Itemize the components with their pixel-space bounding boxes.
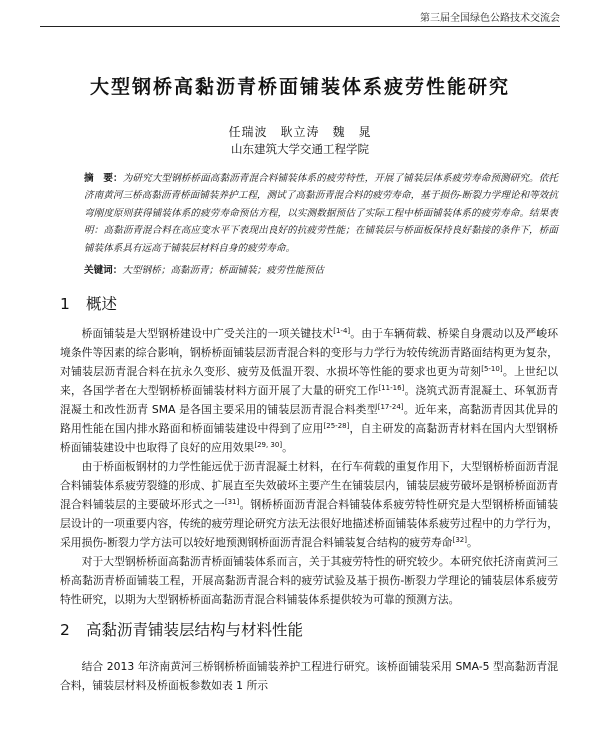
paragraph: 由于桥面板钢材的力学性能远优于沥青混凝土材料，在行车荷载的重复作用下，大型钢桥桥面沥青混合料铺装体系疲劳裂缝的形成、扩展直至失效破坏主要产生在铺装层内，铺装层疲劳破坏是钢桥桥面沥青混合料铺装层的主要破坏形式之一[31]。钢桥桥面沥青混合料铺装体系疲劳特性研究是大型钢桥桥面铺装层设计的一项重要内容，传统的疲劳理论研究方法无法很好地描述桥面铺装体系疲劳过程中的力学行为，采用损伤-断裂力学方法可以较好地预测钢桥面沥青混合料铺装复合结构的疲劳寿命[32]。 <box>60 460 559 549</box>
paragraph: 对于大型钢桥桥面高黏沥青桥面铺装体系而言，关于其疲劳特性的研究较少。本研究依托济南黄河三桥高黏沥青桥面铺装工程，开展高黏沥青混合料的疲劳试验及基于损伤-断裂力学理论的铺装层体系疲劳特性研究，以期为大型钢桥桥面高黏沥青混合料铺装体系提供较为可靠的预测方法。 <box>60 555 558 606</box>
keywords-label: 关键词： <box>84 265 123 276</box>
citation-ref: [11-16] <box>378 384 405 392</box>
citation-ref: [31] <box>224 498 240 506</box>
running-header: 第三届全国绿色公路技术交流会 <box>420 13 560 24</box>
author-list: 任瑞波 耿立涛 魏 晁 <box>228 125 372 139</box>
keywords-text: 大型钢桥；高黏沥青；桥面铺装；疲劳性能预估 <box>122 265 324 276</box>
paper-title: 大型钢桥高黏沥青桥面铺装体系疲劳性能研究 <box>89 76 510 98</box>
keywords <box>84 262 558 279</box>
paragraph: 桥面铺装是大型钢桥建设中广受关注的一项关键技术[1-4]。由于车辆荷载、桥梁自身震动以及严峻环境条件等因素的综合影响，钢桥桥面铺装层沥青混合料的变形与力学行为较传统沥青路面结构更为复杂，对铺装层沥青混合料在抗永久变形、疲劳及低温开裂、水损坏等性能的要求也更为苛刻[5-10]。上世纪以来，各国学者在大型钢桥桥面铺装材料方面开展了大量的研究工作[11-16]。浇筑式沥青混凝土、环氧沥青混凝土和改性沥青 SMA 是各国主要采用的铺装层沥青混合料类型[17-24]。近年来，高黏沥青因其优异的路用性能在国内排水路面和桥面铺装建设中得到了应用[25-28]，自主研发的高黏沥青材料在国内大型钢桥桥面铺装建设中也取得了良好的应用效果[29, 30]。 <box>60 327 559 454</box>
section-heading-2 <box>60 618 303 640</box>
affiliation: 山东建筑大学交通工程学院 <box>231 142 369 156</box>
section-heading-1 <box>60 292 117 314</box>
citation-ref: [25-28] <box>323 422 350 430</box>
header-rule <box>40 26 560 27</box>
abstract <box>84 170 558 257</box>
paragraph: 结合 2013 年济南黄河三桥钢桥桥面铺装养护工程进行研究。该桥面铺装采用 SMA-5 型高黏沥青混合料，铺装层材料及桥面板参数如表 1 所示 <box>60 660 558 692</box>
citation-ref: [5-10] <box>481 365 503 373</box>
abstract-label: 摘 要： <box>84 173 123 184</box>
section-title: 高黏沥青铺装层结构与材料性能 <box>86 621 304 639</box>
section-body-1 <box>60 324 558 609</box>
citation-ref: [32] <box>452 536 467 544</box>
section-body-2 <box>60 657 558 695</box>
abstract-text: 为研究大型钢桥桥面高黏沥青混合料铺装体系的疲劳特性，开展了铺装层体系疲劳寿命预测研究。依托济南黄河三桥高黏沥青桥面铺装养护工程，测试了高黏沥青混合料的疲劳寿命，基于损伤-断裂力学理论和等效抗弯刚度原则获得铺装体系的疲劳寿命预估方程，以实测数据预估了实际工程中桥面铺装体系的疲劳寿命。结果表明：高黏沥青混合料在高应变水平下表现出良好的抗疲劳性能；在铺装层与桥面板保持良好黏接的条件下，桥面铺装体系具有远高于铺装层材料自身的疲劳寿命。 <box>84 173 559 254</box>
citation-ref: [17-24] <box>377 403 404 411</box>
citation-ref: [1-4] <box>333 327 351 335</box>
section-title: 概述 <box>86 295 118 313</box>
section-number: 2 <box>60 621 70 639</box>
section-number: 1 <box>60 295 70 313</box>
citation-ref: [29, 30] <box>254 441 283 449</box>
